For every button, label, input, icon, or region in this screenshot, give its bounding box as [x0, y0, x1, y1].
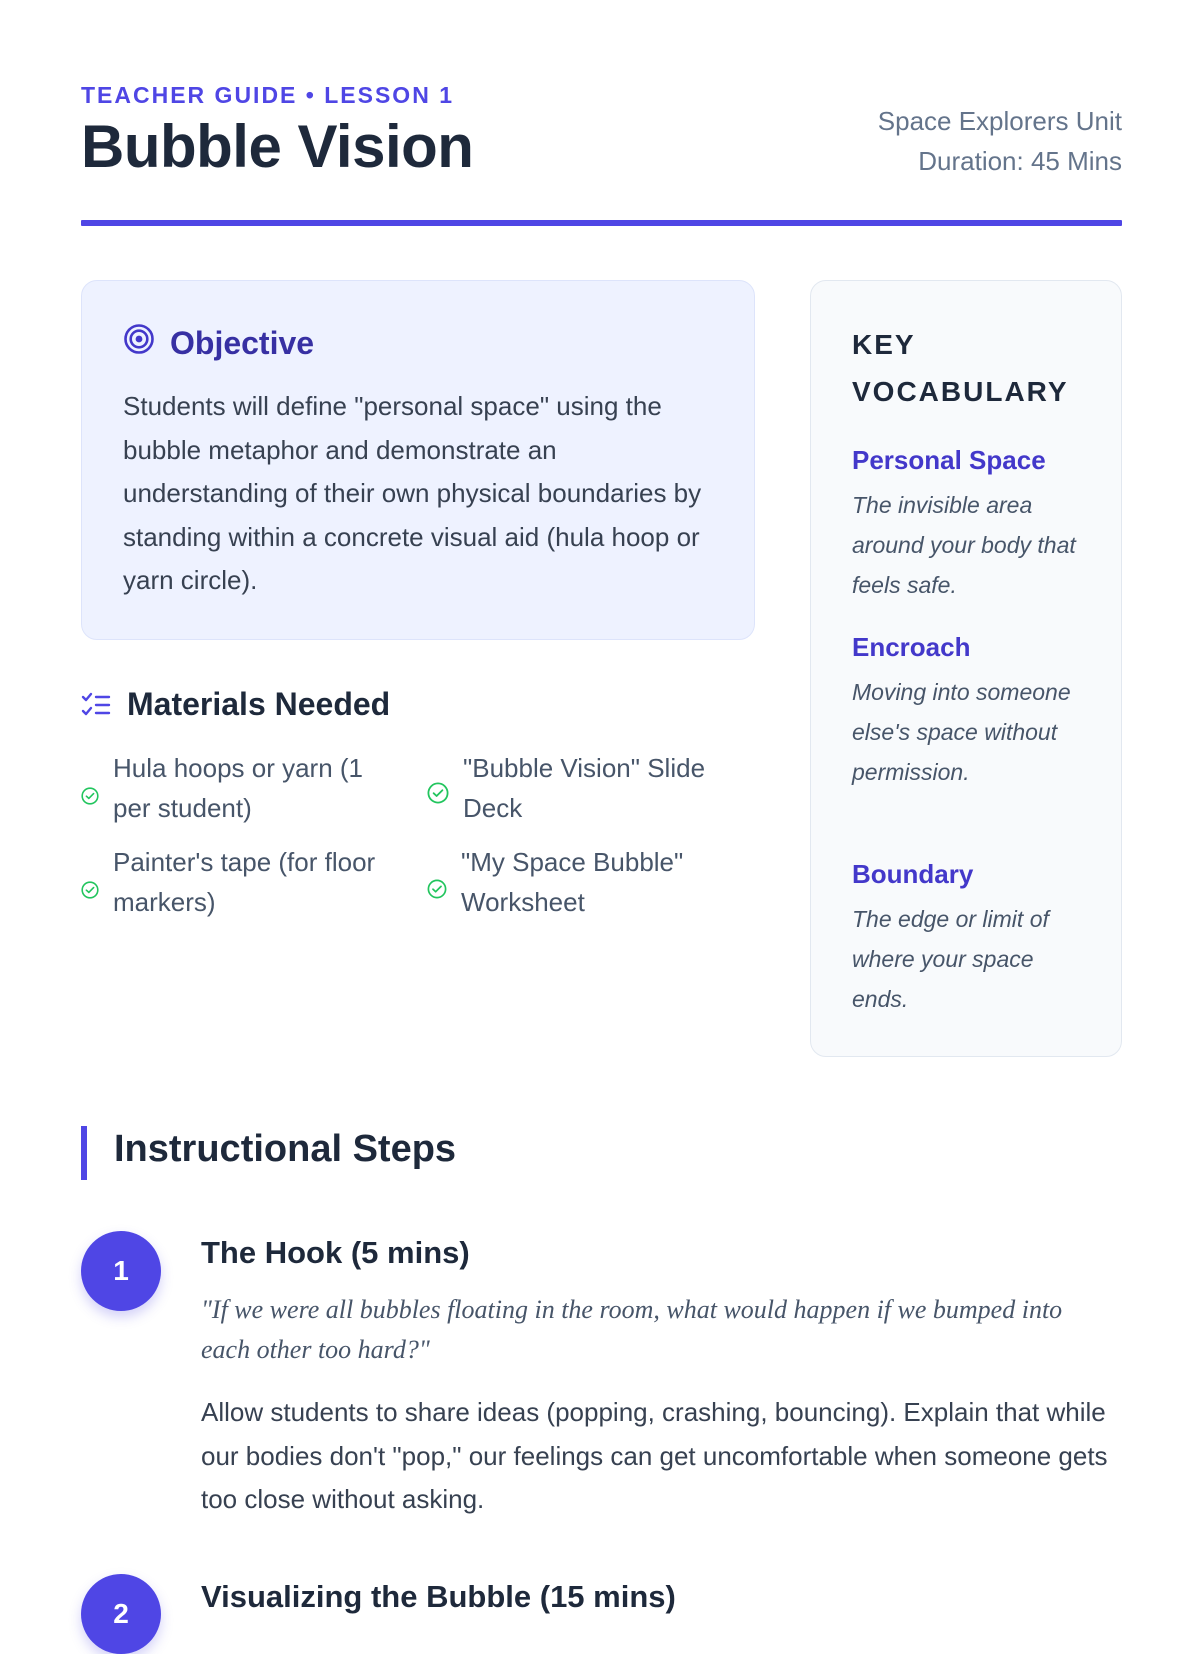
section-accent-bar: [81, 1126, 87, 1180]
header-divider: [81, 220, 1122, 226]
vocabulary-card: [810, 280, 1122, 1057]
page-header: [81, 0, 1122, 228]
vocab-definition: Moving into someone else's space without permission.: [852, 679, 1071, 785]
page-title: Bubble Vision: [81, 113, 474, 180]
vocab-term: Encroach: [852, 632, 971, 662]
step-title: Visualizing the Bubble (15 mins): [201, 1579, 676, 1614]
material-text-line: "My Space Bubble": [461, 847, 684, 877]
material-text-line: markers): [113, 887, 216, 917]
check-circle-icon: [427, 870, 447, 910]
materials-title: Materials Needed: [127, 686, 391, 722]
material-text-line: Painter's tape (for floor: [113, 847, 376, 877]
step-number-badge: 1: [81, 1231, 161, 1311]
unit-name: Space Explorers Unit: [877, 106, 1122, 136]
vocab-definition: The edge or limit of where your space ends.: [852, 906, 1049, 1012]
checklist-icon: [81, 692, 111, 725]
check-circle-icon: [81, 870, 99, 910]
objective-card: [81, 280, 755, 640]
objective-text: Students will define "personal space" using the bubble metaphor and demonstrate an understanding of their own physical boundaries by standing within a concrete visual aid (hula hoop or yarn circle).: [123, 391, 702, 595]
vocabulary-title: KEY VOCABULARY: [852, 329, 1069, 407]
lesson-duration: Duration: 45 Mins: [918, 146, 1122, 176]
step-quote: "If we were all bubbles floating in the room, what would happen if we bumped into each other too hard?": [201, 1295, 1063, 1364]
vocab-term: Personal Space: [852, 445, 1046, 475]
material-text-line: per student): [113, 793, 252, 823]
step-body: Allow students to share ideas (popping, crashing, bouncing). Explain that while our bodies don't "pop," our feelings can get uncomfortable when someone gets too close without asking.: [201, 1397, 1108, 1514]
steps-section-title: Instructional Steps: [114, 1128, 457, 1170]
objective-title: Objective: [170, 325, 315, 361]
step-title: The Hook (5 mins): [201, 1235, 470, 1270]
material-text-line: Worksheet: [461, 887, 585, 917]
step-number-badge: 2: [81, 1574, 161, 1654]
material-item: [427, 842, 757, 922]
material-item: [81, 748, 411, 828]
material-text-line: Hula hoops or yarn (1: [113, 753, 364, 783]
target-icon: [123, 323, 155, 360]
check-circle-icon: [81, 776, 99, 816]
material-item: [427, 748, 757, 828]
material-text-line: "Bubble Vision" Slide: [463, 753, 706, 783]
lesson-meta: [878, 101, 1122, 181]
vocab-term: Boundary: [852, 859, 974, 889]
material-item: [81, 842, 411, 922]
check-circle-icon: [427, 775, 449, 815]
vocab-definition: The invisible area around your body that feels safe.: [852, 492, 1076, 598]
material-text-line: Deck: [463, 793, 523, 823]
lesson-kicker: TEACHER GUIDE • LESSON 1: [81, 82, 454, 108]
